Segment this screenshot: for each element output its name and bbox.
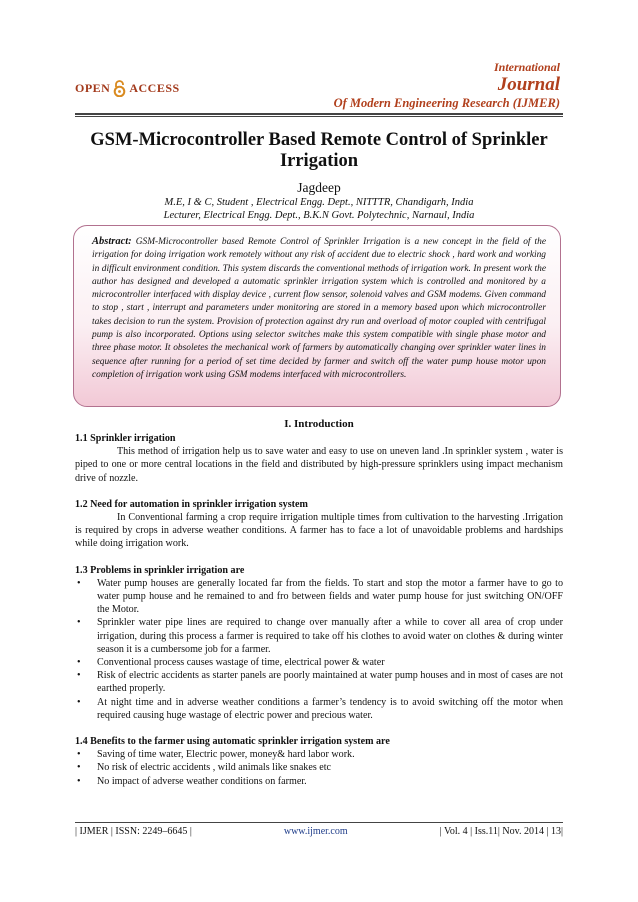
subsection-heading-1-3: 1.3 Problems in sprinkler irrigation are xyxy=(75,564,245,576)
open-access-lock-icon xyxy=(112,80,127,97)
subsection-heading-1-2: 1.2 Need for automation in sprinkler irrigation system xyxy=(75,498,308,510)
open-access-logo xyxy=(75,80,180,97)
journal-full-name: Of Modern Engineering Research (IJMER) xyxy=(333,96,560,110)
list-item: • Water pump houses are generally located far from the fields. To start and stop the motor a farmer have to go to water pump house and he remained to and fro between fields and water pump house for just switching ON/OFF the Motor. xyxy=(77,577,563,616)
list-item: • At night time and in adverse weather conditions a farmer’s tendency is to avoid switching off the motor when required causing huge wastage of electric power and precious water. xyxy=(77,696,563,721)
journal-word: Journal xyxy=(497,74,560,95)
benefits-list xyxy=(75,748,563,788)
abstract-box xyxy=(73,225,561,407)
section-heading-introduction: I. Introduction xyxy=(284,418,354,430)
open-access-right: ACCESS xyxy=(129,81,180,95)
footer-website-link[interactable]: www.ijmer.com xyxy=(283,826,348,837)
journal-intl: International xyxy=(493,60,560,74)
open-access-left: OPEN xyxy=(75,81,111,95)
problems-list xyxy=(75,577,563,722)
abstract-text: GSM-Microcontroller based Remote Control of Sprinkler Irrigation is a new concept in the field of the irrigation for doing irrigation work remotely without any risk of accident due to electric shock , hard work and working in difficult environment condition. This system discards the conventional methods of irrigation work. In present work the author has designed and developed a automatic sprinkler irrigation system which is controlled and monitored by a microcontroller interfaced with display device , current flow sensor, solenoid valves and GSM modems. Given command to stop , start , interrupt and parameters under monitoring are stored in a memory based upon which microcontroller takes decision to run the system. Provision of protection against dry run and overload of motor coupled with centrifugal pump is also incorporated. Options using selector switches make this system compatible with single phase motor and three phase motor. It obsoletes the mechanical work of farmers by automatically changing over sprinkler water lines in sequence after running for a period of set time decided by farmer and switch off the water pump house motor upon completion of irrigation work using GSM modems interfaced with microcontrollers. xyxy=(92,237,547,380)
journal-masthead xyxy=(334,60,560,111)
paper-title: GSM-Microcontroller Based Remote Control of Sprinkler Irrigation xyxy=(90,130,548,171)
subsection-heading-1-4: 1.4 Benefits to the farmer using automatic sprinkler irrigation system are xyxy=(75,736,390,748)
list-item: • Conventional process causes wastage of time, electrical power & water xyxy=(77,657,385,669)
list-item: • Sprinkler water pipe lines are required to change over manually after a while to cover all area of crop under irrigation, during this process a farmer is required to take off his clothes to avoid water on clothes & during winter season it is a cumbersome job for a farmer. xyxy=(77,617,563,655)
subsection-heading-1-1: 1.1 Sprinkler irrigation xyxy=(75,433,176,444)
abstract xyxy=(92,235,546,382)
list-item: • No impact of adverse weather conditions on farmer. xyxy=(77,775,307,787)
author-name: Jagdeep xyxy=(297,180,341,195)
paragraph-1-2: In Conventional farming a crop require irrigation multiple times from cultivation to the harvesting .Irrigation is required by crops in adverse weather conditions. A farmer has to face a lot of unavoidable problems and hardships while doing irrigation work. xyxy=(75,512,563,550)
paragraph-1-1: This method of irrigation help us to save water and easy to use on uneven land .In sprinkler system , water is piped to one or more central locations in the field and distributed by high-pressure sprinklers using impact mechanism drive of nozzle. xyxy=(75,446,563,484)
list-item: • Saving of time water, Electric power, money& hard labor work. xyxy=(77,749,355,761)
footer-rule xyxy=(75,822,563,823)
header-rule-thin xyxy=(75,116,563,117)
abstract-label: Abstract: xyxy=(92,236,132,247)
list-item: • Risk of electric accidents as starter panels are poorly maintained at water pump houses and in most of cases are not earthed properly. xyxy=(77,670,563,695)
page-footer xyxy=(75,826,563,837)
affiliation-1: M.E, I & C, Student , Electrical Engg. Dept., NITTTR, Chandigarh, India xyxy=(164,197,474,208)
body-text xyxy=(75,432,563,788)
affiliation-2: Lecturer, Electrical Engg. Dept., B.K.N Govt. Polytechnic, Narnaul, India xyxy=(163,210,475,221)
header-rule xyxy=(75,113,563,115)
list-item: • No risk of electric accidents , wild animals like snakes etc xyxy=(77,762,332,774)
footer-volume: | Vol. 4 | Iss.11| Nov. 2014 | 13| xyxy=(439,826,563,837)
footer-issn: | IJMER | ISSN: 2249–6645 | xyxy=(75,826,192,837)
